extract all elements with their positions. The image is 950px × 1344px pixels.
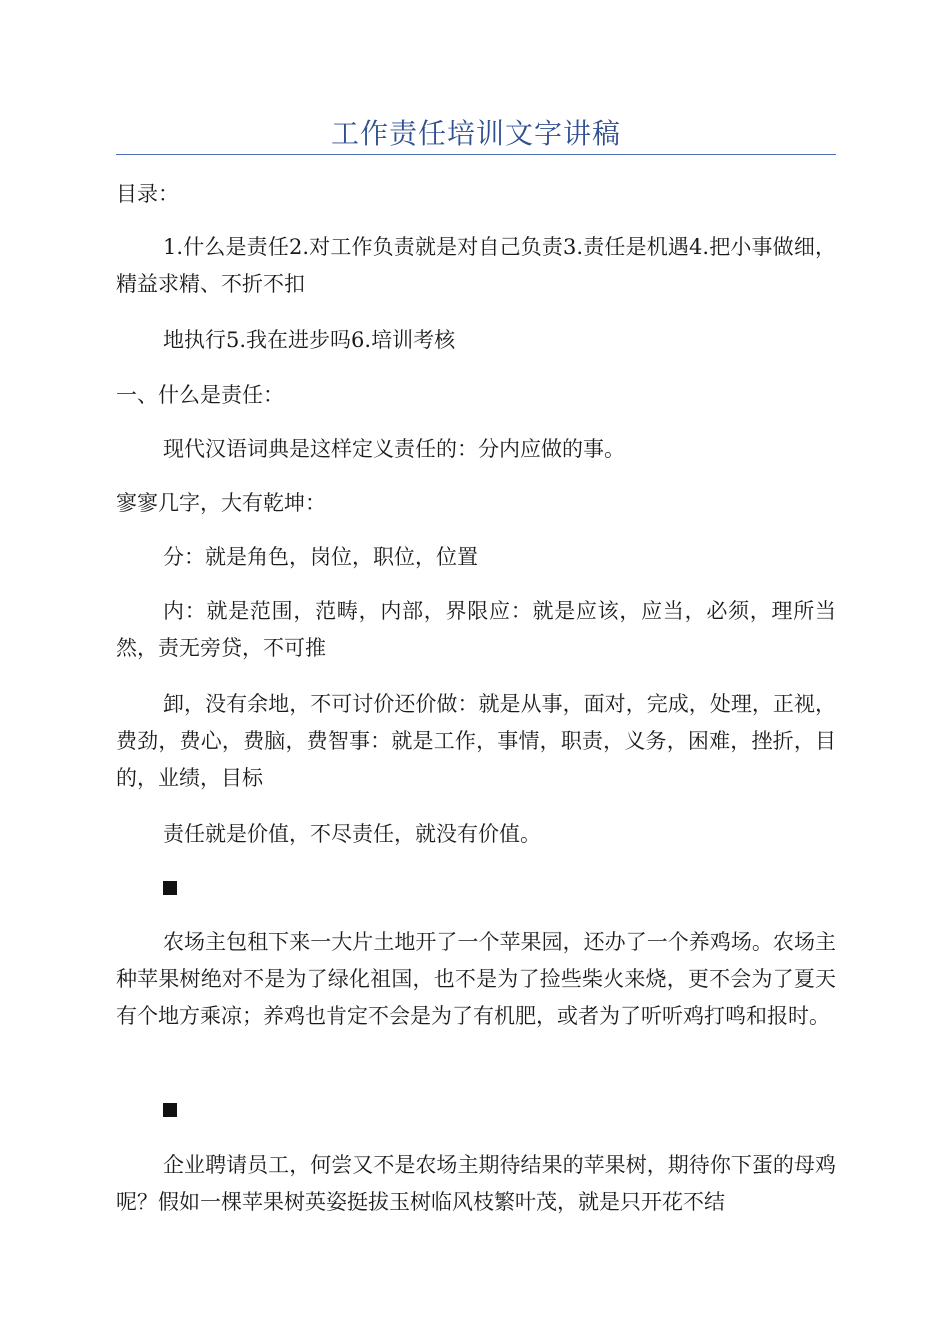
paragraph-farm: 农场主包租下来一大片土地开了一个苹果园，还办了一个养鸡场。农场主种苹果树绝对不是为了绿化祖国，也不是为了捡些柴火来烧，更不会为了夏天有个地方乘凉；养鸡也肯定不会是为了有机肥，或者为了听听鸡打鸣和报时。 [116,930,836,1028]
paragraph-nei: 内：就是范围，范畴，内部，界限应：就是应该，应当，必须，理所当然，责无旁贷，不可推 [116,599,836,660]
paragraph-definition: 现代汉语词典是这样定义责任的：分内应做的事。 [163,437,625,461]
toc-line-1: 1.什么是责任2.对工作负责就是对自己负责3.责任是机遇4.把小事做细，精益求精、不折不扣 [116,235,836,296]
paragraph-fen: 分：就是角色，岗位，职位，位置 [163,545,478,569]
toc-line-2: 地执行5.我在进步吗6.培训考核 [163,328,456,352]
document-title: 工作责任培训文字讲稿 [330,117,621,150]
section-1-heading: 一、什么是责任： [116,383,284,407]
toc-label: 目录： [116,182,179,206]
square-bullet-icon [163,1103,177,1117]
paragraph-company: 企业聘请员工，何尝又不是农场主期待结果的苹果树，期待你下蛋的母鸡呢？假如一棵苹果树英姿挺拔玉树临风枝繁叶茂，就是只开花不结 [116,1153,836,1214]
paragraph-xie: 卸，没有余地，不可讨价还价做：就是从事，面对，完成，处理，正视，费劲，费心，费脑，费智事：就是工作，事情，职责，义务，困难，挫折，目的，业绩，目标 [116,692,836,790]
paragraph-value: 责任就是价值，不尽责任，就没有价值。 [163,822,541,846]
title-underline [116,154,836,155]
square-bullet-icon [163,881,177,895]
paragraph-few-words: 寥寥几字，大有乾坤： [116,491,326,515]
